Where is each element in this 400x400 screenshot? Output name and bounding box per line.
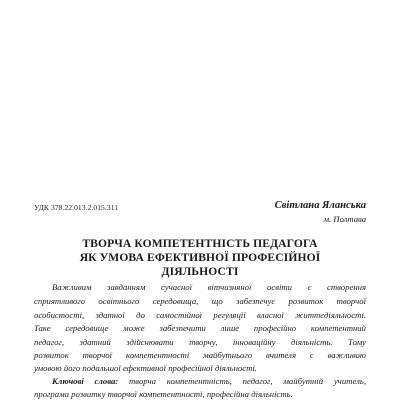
article-title-line: ТВОРЧА КОМПЕТЕНТНІСТЬ ПЕДАГОГА bbox=[82, 237, 318, 250]
abstract-line: Важливим завданням сучасної вітчизняної освіти є створення bbox=[52, 282, 366, 292]
abstract-line-last: умовою його подальшої ефективної професійної діяльності. bbox=[34, 363, 257, 373]
article-title-line: ЯК УМОВА ЕФЕКТИВНОЇ ПРОФЕСІЙНОЇ bbox=[79, 251, 321, 264]
abstract-line: особистості, здатної до самостійної регуляції власної життєдіяльності. bbox=[34, 310, 366, 320]
article-title-line: ДІЯЛЬНОСТІ bbox=[161, 265, 239, 278]
abstract-line: сприятливого освітнього середовища, що забезпечує розвиток творчої bbox=[34, 296, 366, 306]
author-city: м. Полтава bbox=[323, 214, 366, 224]
abstract-line: розвиток творчої компетентності майбутнього вчителя є важливою bbox=[34, 350, 366, 360]
keywords-line: програма розвитку творчої компетентності, професійна діяльність. bbox=[34, 389, 293, 399]
keywords-line bbox=[52, 376, 366, 387]
abstract-line: педагог, здатний здійснювати творчу, інноваційну діяльність. Тому bbox=[34, 337, 366, 347]
keywords-label: Ключові слова: bbox=[52, 376, 119, 386]
author-name: Світлана Яланська bbox=[274, 200, 366, 211]
udc-code: УДК 378.22.013.2.015.311 bbox=[34, 203, 119, 212]
keywords-text: творча компетентність, педагог, майбутній учитель, bbox=[118, 376, 366, 386]
abstract-line: Таке середовище може забезпечити лише професійно компетентний bbox=[34, 323, 366, 333]
